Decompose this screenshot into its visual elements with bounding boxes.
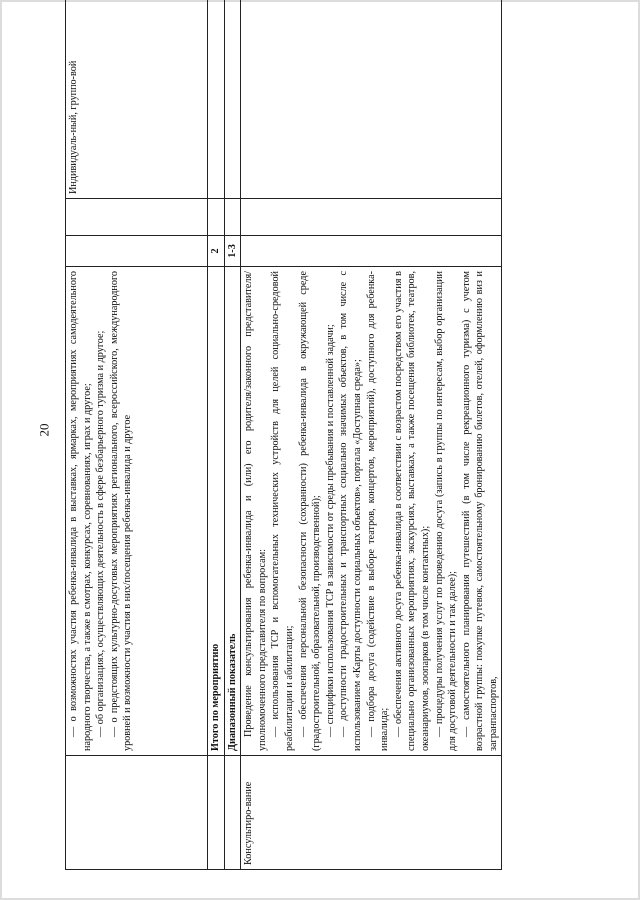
cell-block2-content — [241, 267, 502, 756]
list-item: — доступности градостроительных и транспортных социально значимых объектов, в том числе с использованием «Карты доступности социальных объектов», портала «Доступная среда»; — [338, 271, 363, 751]
table-row-range — [224, 0, 241, 870]
table-row-block2 — [241, 0, 502, 870]
cell-empty-name — [66, 756, 208, 870]
cell-empty — [224, 756, 241, 870]
list-item: — о предстоящих культурно-досуговых мероприятиях регионального, всероссийского, международного уровней и возможности участия в них/посещения ребенка-инвалида и другое — [108, 271, 134, 751]
cell-empty — [224, 199, 241, 236]
cell-block1-form: Индивидуаль-ный, группо-вой — [66, 0, 208, 199]
range-label: Диапазонный показатель — [224, 267, 241, 756]
list-item: — специфики использования ТСР в зависимости от среды пребывания и поставленной задачи; — [324, 324, 336, 737]
list-item: — обеспечения персональной безопасности (сохранности) ребенка-инвалида в окружающей среде (градостроительной, образовательной, производственной); — [297, 271, 323, 751]
total-value: 2 — [208, 236, 225, 267]
list-item: Проведение консультирования ребенка-инвалида и (или) его родителя/законного представителя/уполномоченного представителя по вопросам: — [243, 271, 268, 751]
list-item: — использования ТСР и вспомогательных технических устройств для целей социально-средовой реабилитации и абилитации; — [270, 271, 295, 751]
cell-empty — [241, 199, 502, 236]
cell-block1-content — [66, 267, 208, 756]
cell-empty — [241, 0, 502, 199]
list-item: — обеспечения активного досуга ребенка-инвалида в соответствии с возрастом посредством его участия в специально организованных мероприятиях, экскурсиях, выставках, а также посещения библиотек, театров, океанариумов, зоопарков (в том числе контактных); — [392, 271, 431, 751]
table-row-total — [208, 0, 225, 870]
cell-empty — [241, 236, 502, 267]
cell-block2-name: Консультиро-вание — [241, 756, 502, 870]
table-row-block1 — [66, 0, 208, 870]
total-label: Итого по мероприятию — [208, 267, 225, 756]
cell-empty — [208, 199, 225, 236]
rotated-table-area — [65, 40, 565, 870]
list-item: — самостоятельного планирования путешествий (в том числе рекреационного туризма) с учетом возрастной группы: покупке путевок, самостоятельному бронированию билетов, отелей, оформлению виз и загранпаспортов, — [460, 271, 499, 751]
page-number: 20 — [36, 423, 52, 437]
cell-empty — [208, 756, 225, 870]
list-item: — подбора досуга (содействие в выборе театров, концертов, мероприятий), доступного для ребенка-инвалида; — [365, 271, 391, 751]
range-value: 1-3 — [224, 236, 241, 267]
list-item: — о возможностях участия ребенка-инвалида в выставках, ярмарках, мероприятиях самодеятельного народного творчества, а также в смотрах, конкурсах, соревнованиях, играх и другое; — [68, 271, 93, 751]
list-item: — процедуры получения услуг по проведению досуга (запись в группы по интересам, выбор организации для досуговой деятельности и так далее); — [433, 271, 459, 751]
cell-empty-extra — [66, 199, 208, 236]
cell-empty — [224, 0, 241, 199]
service-table — [65, 0, 502, 870]
cell-empty-count — [66, 236, 208, 267]
list-item: — об организациях, осуществляющих деятельность в сфере безбарьерного туризма и другое; — [95, 330, 107, 737]
cell-empty — [208, 0, 225, 199]
